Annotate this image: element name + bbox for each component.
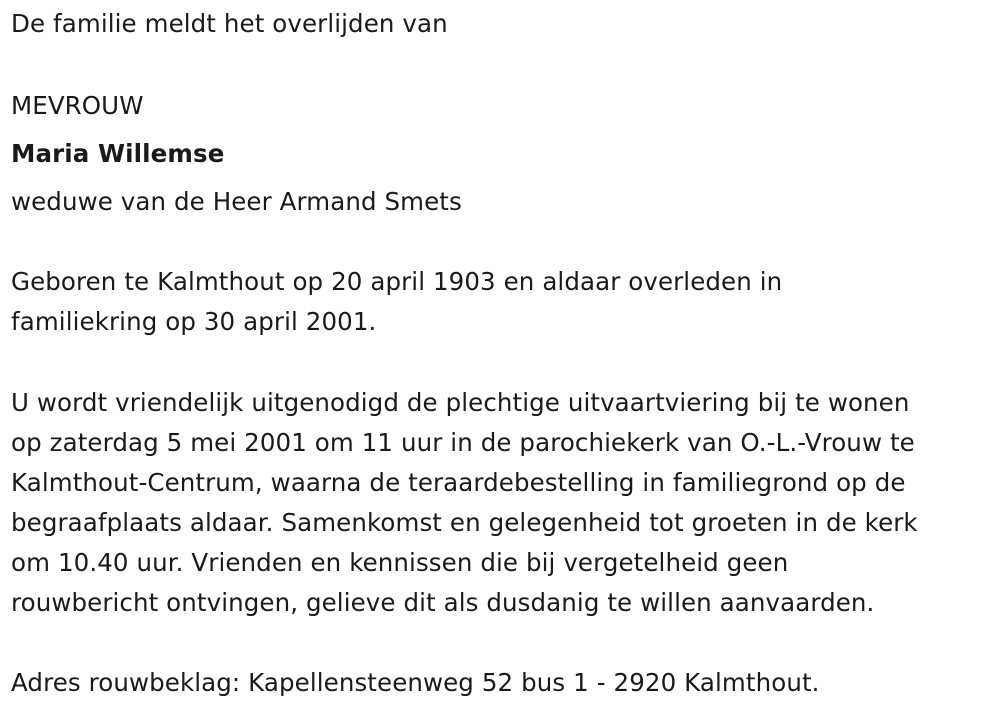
invitation-line: rouwbericht ontvingen, gelieve dit als dusdanig te willen aanvaarden. <box>11 588 875 617</box>
invitation-line: om 10.40 uur. Vrienden en kennissen die bij vergetelheid geen <box>11 548 789 577</box>
honorific-title: MEVROUW <box>11 91 144 120</box>
birth-death-paragraph <box>11 262 782 342</box>
widow-of-text: weduwe van de Heer Armand Smets <box>11 187 462 216</box>
invitation-line: U wordt vriendelijk uitgenodigd de plechtige uitvaartviering bij te wonen <box>11 388 910 417</box>
invitation-paragraph <box>11 383 918 623</box>
intro-text: De familie meldt het overlijden van <box>11 9 448 38</box>
deceased-name: Maria Willemse <box>11 139 225 168</box>
invitation-line: begraafplaats aldaar. Samenkomst en gelegenheid tot groeten in de kerk <box>11 508 918 537</box>
birth-death-line: familiekring op 30 april 2001. <box>11 307 377 336</box>
condolence-address: Adres rouwbeklag: Kapellensteenweg 52 bus 1 - 2920 Kalmthout. <box>11 668 820 697</box>
birth-death-line: Geboren te Kalmthout op 20 april 1903 en aldaar overleden in <box>11 267 783 296</box>
invitation-line: op zaterdag 5 mei 2001 om 11 uur in de parochiekerk van O.-L.-Vrouw te <box>11 428 915 457</box>
invitation-line: Kalmthout-Centrum, waarna de teraardebestelling in familiegrond op de <box>11 468 906 497</box>
